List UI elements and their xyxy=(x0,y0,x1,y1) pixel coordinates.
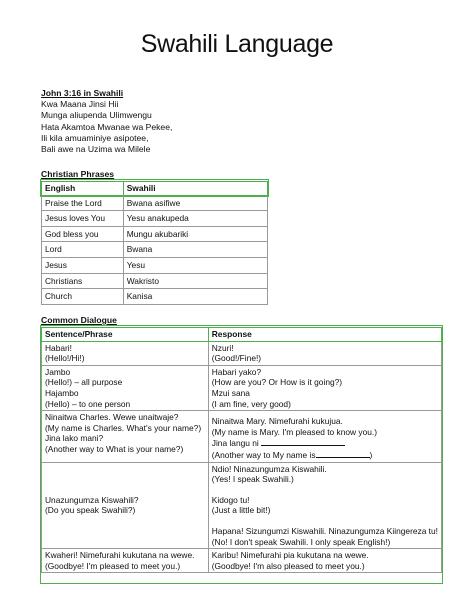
cell xyxy=(208,411,441,462)
table-row xyxy=(42,195,268,211)
cell: Bwana xyxy=(123,242,267,258)
cell-line: Ninaitwa Charles. Wewe unaitwaje? xyxy=(45,412,179,423)
cell-line xyxy=(212,437,438,449)
cell-line: Unazungumza Kiswahili? xyxy=(45,494,139,505)
spacer xyxy=(212,516,438,526)
table-row xyxy=(42,226,268,242)
verse-line: Bali awe na Uzima wa Milele xyxy=(41,144,151,155)
cell-line: Kidogo tu! xyxy=(211,494,250,505)
cell xyxy=(42,549,209,573)
cell-line: (My name is Charles. What's your name?) xyxy=(45,422,202,433)
cell-line: (Yes! I speak Swahili.) xyxy=(211,474,294,485)
cell-line: Jina lako mani? xyxy=(45,433,104,444)
cell xyxy=(42,341,209,365)
cell-line: Habari yako? xyxy=(211,366,262,377)
blank-close: ) xyxy=(369,449,373,460)
header-response: Response xyxy=(208,328,441,342)
spacer xyxy=(212,485,438,495)
header-sentence: Sentence/Phrase xyxy=(42,328,209,342)
cell: Christians xyxy=(42,273,124,289)
cell xyxy=(208,549,441,573)
cell xyxy=(208,341,441,365)
cell-line: (Goodbye! I'm pleased to meet you.) xyxy=(45,560,181,571)
table-row xyxy=(42,273,268,289)
table-row xyxy=(42,549,442,573)
cell-line: (Hello) – to one person xyxy=(45,398,131,409)
table-row xyxy=(42,411,442,462)
page-title: Swahili Language xyxy=(140,30,334,58)
verse-line: Kwa Maana Jinsi Hii xyxy=(41,99,119,110)
cell: Yesu anakupeda xyxy=(123,211,267,227)
cell: Mungu akubariki xyxy=(123,226,267,242)
cell xyxy=(208,462,441,549)
cell-line: (Hello!) – all purpose xyxy=(45,377,123,388)
cell-line: (Goodbye! I'm also pleased to meet you.) xyxy=(211,560,365,571)
table-row xyxy=(42,289,268,305)
cell-line: (Just a little bit!) xyxy=(211,505,271,516)
cell-line: (My name is Mary. I'm pleased to know you.) xyxy=(211,426,378,437)
cell xyxy=(42,365,209,410)
cell-line xyxy=(212,449,438,461)
cell: Bwana asifiwe xyxy=(123,195,267,211)
verse-line: Hata Akamtoa Mwanae wa Pekee, xyxy=(41,121,173,132)
blank-line xyxy=(316,449,370,458)
blank-label: Jina langu ni xyxy=(211,438,259,449)
cell-line: (Hello!/Hi!) xyxy=(45,353,85,364)
table-row xyxy=(42,257,268,273)
cell-line: (Another way to What is your name?) xyxy=(45,443,184,454)
verse-line: Ili kila amuaminiye asipotee, xyxy=(41,132,149,143)
cell: Lord xyxy=(42,242,124,258)
table-row xyxy=(42,211,268,227)
cell: God bless you xyxy=(42,226,124,242)
cell-line: Jambo xyxy=(45,366,71,377)
dialogue-table xyxy=(41,327,442,573)
table-row xyxy=(42,242,268,258)
cell xyxy=(208,365,441,410)
cell: Praise the Lord xyxy=(42,195,124,211)
cell xyxy=(42,411,209,462)
cell: Jesus loves You xyxy=(42,211,124,227)
table-row xyxy=(42,462,442,549)
cell-line: Kwaheri! Nimefurahi kukutana na wewe. xyxy=(45,550,195,561)
cell-line: Mzui sana xyxy=(211,387,250,398)
cell-line: Hajambo xyxy=(45,387,79,398)
dialogue-title: Common Dialogue xyxy=(41,315,117,325)
cell-line: (Good!/Fine!) xyxy=(211,353,262,364)
table-row xyxy=(42,365,442,410)
table-row xyxy=(42,341,442,365)
cell: Church xyxy=(42,289,124,305)
cell xyxy=(42,462,209,549)
cell: Jesus xyxy=(42,257,124,273)
header-english: English xyxy=(42,182,124,196)
phrases-table xyxy=(41,181,268,305)
cell-line: (How are you? Or How is it going?) xyxy=(211,377,343,388)
cell-line: Habari! xyxy=(45,342,72,353)
cell-line: Karibu! Nimefurahi pia kukutana na wewe. xyxy=(211,550,369,561)
cell-line: Ninaitwa Mary. Nimefurahi kukujua. xyxy=(211,416,343,427)
verse-line: Munga aliupenda Ulimwengu xyxy=(41,110,152,121)
cell-line: Nzuri! xyxy=(211,342,234,353)
cell-line: (Do you speak Swahili?) xyxy=(45,505,136,516)
cell: Wakristo xyxy=(123,273,267,289)
cell-line: (No! I don't speak Swahili. I only speak English!) xyxy=(211,536,391,547)
blank-line xyxy=(261,437,345,446)
cell-line: Hapana! Sizungumzi Kiswahili. Ninazungumza Kiingereza tu! xyxy=(211,525,438,536)
table-header-row xyxy=(42,328,442,342)
cell-line: Ndio! Ninazungumza Kiswahili. xyxy=(211,463,327,474)
cell-line: (I am fine, very good) xyxy=(211,398,291,409)
blank-label: (Another way to My name is xyxy=(211,449,316,460)
verse-block xyxy=(41,88,172,155)
table-header-row xyxy=(42,182,268,196)
header-swahili: Swahili xyxy=(123,182,267,196)
phrases-title: Christian Phrases xyxy=(41,169,115,179)
cell: Kanisa xyxy=(123,289,267,305)
cell: Yesu xyxy=(123,257,267,273)
verse-heading: John 3:16 in Swahili xyxy=(41,88,124,98)
